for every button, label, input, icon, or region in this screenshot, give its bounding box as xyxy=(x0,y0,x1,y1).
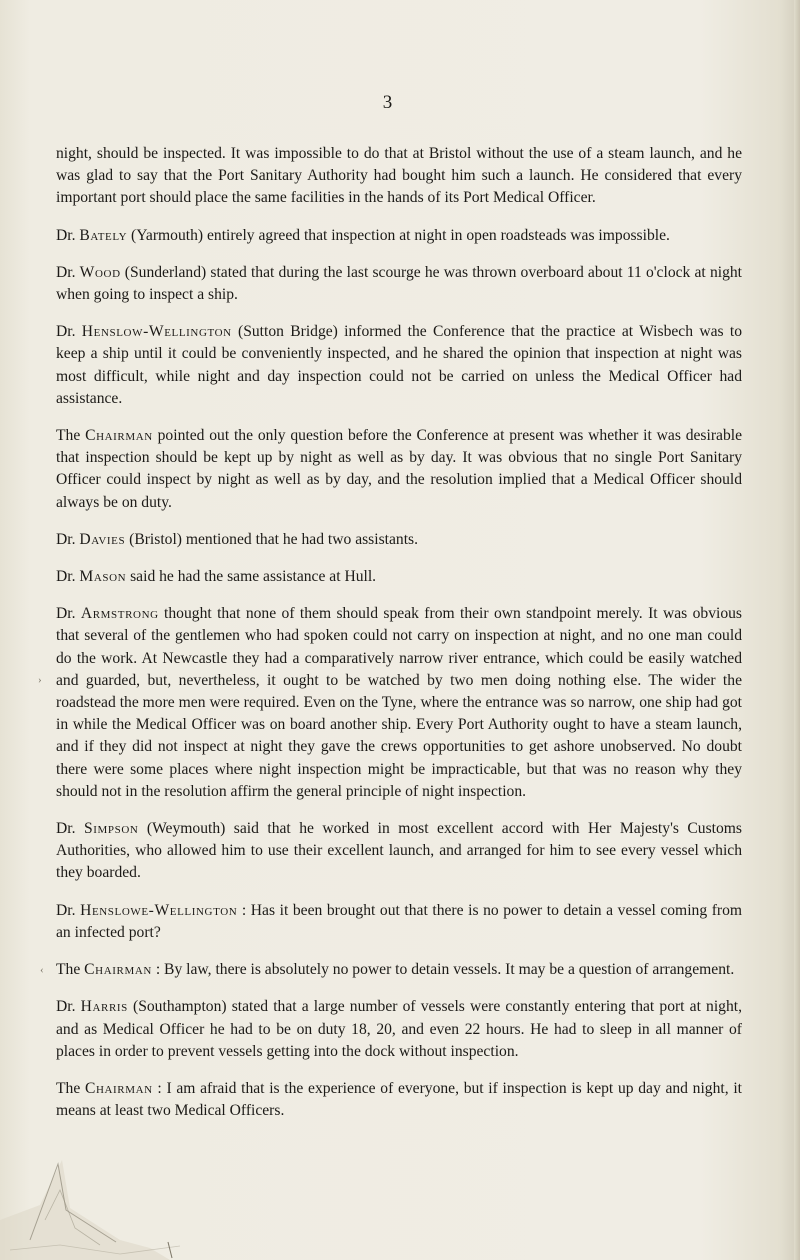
body-text xyxy=(56,143,742,1137)
speaker-prefix: The xyxy=(56,427,86,445)
paragraph-text: (Southampton) stated that a large number of vessels were constantly entering that port at night, and as Medical Officer he had to be on duty 18, 20, and even 22 hours. He had to sleep in all manner of places in order to prevent vessels getting into the dock without inspection. xyxy=(56,998,742,1060)
speaker-prefix: The xyxy=(56,961,85,979)
margin-tick-mark: › xyxy=(38,674,42,686)
paragraph-7 xyxy=(56,566,742,588)
paragraph-3 xyxy=(56,262,742,306)
paragraph-2 xyxy=(56,225,742,247)
paragraph-text: pointed out the only question before the Conference at present was whether it was desirable that inspection should be kept up by night as well as by day. It was obvious that no single Port Sanitary Officer could inspect by night as well as by day, and the resolution implied that a Medical Officer should always be on duty. xyxy=(56,427,742,511)
paragraph-10 xyxy=(56,900,742,944)
speaker-name: Wood xyxy=(79,263,121,281)
speaker-prefix: Dr. xyxy=(56,998,81,1016)
speaker-prefix: Dr. xyxy=(56,530,80,548)
paragraph-12 xyxy=(56,996,742,1063)
paragraph-4 xyxy=(56,321,742,410)
speaker-prefix: Dr. xyxy=(56,226,80,244)
paragraph-9 xyxy=(56,818,742,885)
speaker-prefix: Dr. xyxy=(56,820,84,838)
paragraph-text: night, should be inspected. It was impossible to do that at Bristol without the use of a steam launch, and he was glad to say that the Port Sanitary Authority had bought him such a launch. He considered that every important port should place the same facilities in the hands of its Port Medical Officer. xyxy=(56,145,742,207)
paragraph-text: (Sunderland) stated that during the last scourge he was thrown overboard about 11 o'clock at night when going to inspect a ship. xyxy=(56,263,742,304)
paragraph-text: (Yarmouth) entirely agreed that inspection at night in open roadsteads was impossible. xyxy=(127,226,670,244)
speaker-name: Armstrong xyxy=(80,605,159,623)
speaker-name: Chairman xyxy=(84,961,152,979)
paragraph-text: : Has it been brought out that there is no power to detain a vessel coming from an infected port? xyxy=(56,901,743,941)
paragraph-text: : I am afraid that is the experience of everyone, but if inspection is kept up day and night, it means at least two Medical Officers. xyxy=(56,1079,742,1120)
speaker-prefix: Dr. xyxy=(56,263,80,281)
speaker-prefix: The xyxy=(56,1079,85,1097)
speaker-name: Harris xyxy=(80,998,128,1016)
speaker-name: Mason xyxy=(79,568,127,586)
speaker-prefix: Dr. xyxy=(56,901,81,919)
paragraph-1 xyxy=(56,143,742,210)
speaker-prefix: Dr. xyxy=(56,605,81,623)
speaker-name: Simpson xyxy=(83,820,139,838)
paragraph-text: : By law, there is absolutely no power to detain vessels. It may be a question of arrangement. xyxy=(151,961,735,979)
paragraph-5 xyxy=(56,425,742,514)
paragraph-text: (Bristol) mentioned that he had two assistants. xyxy=(125,530,419,548)
page-number: 3 xyxy=(382,92,394,113)
paragraph-text: (Weymouth) said that he worked in most excellent accord with Her Majesty's Customs Authorities, who allowed him to use their excellent launch, and arranged for him to see every vessel which they boarded. xyxy=(56,820,743,882)
paragraph-6 xyxy=(56,529,742,551)
page-fold-mark xyxy=(0,1150,260,1260)
speaker-name: Henslowe-Wellington xyxy=(80,901,238,919)
speaker-name: Davies xyxy=(79,530,126,548)
speaker-prefix: Dr. xyxy=(56,568,80,586)
paragraph-11 xyxy=(56,959,742,981)
paragraph-13 xyxy=(56,1078,742,1122)
speaker-name: Chairman xyxy=(85,427,153,445)
margin-tick-mark: ‹ xyxy=(40,964,44,976)
page-edge xyxy=(794,0,800,1260)
paragraph-text: said he had the same assistance at Hull. xyxy=(126,568,377,586)
paragraph-text: thought that none of them should speak from their own standpoint merely. It was obvious that several of the gentlemen who had spoken could not carry on inspection at night, and no one man could do the work. At Newcastle they had a comparatively narrow river entrance, which could be easily watched and guarded, but, nevertheless, it ought to be watched by two men doing nothing else. The wider the roadstead the more men were required. Even on the Tyne, where the entrance was so narrow, one ship had got in while the Medical Officer was on board another ship. Every Port Authority ought to have a steam launch, and if they did not inspect at night they gave the crews opportunities to get ashore unobserved. No doubt there were some places where night inspection might be impracticable, but that was no reason why they should not in the resolution affirm the general principle of night inspection. xyxy=(56,605,743,800)
speaker-prefix: Dr. xyxy=(56,323,82,341)
paragraph-8 xyxy=(56,603,742,803)
speaker-name: Chairman xyxy=(84,1079,153,1097)
speaker-name: Bately xyxy=(79,226,128,244)
paragraph-text: (Sutton Bridge) informed the Conference that the practice at Wisbech was to keep a ship until it could be conveniently inspected, and he shared the opinion that inspection at night was most difficult, while night and day inspection could not be carried on unless the Medical Officer had assistance. xyxy=(56,323,743,407)
speaker-name: Henslow-Wellington xyxy=(81,323,232,341)
